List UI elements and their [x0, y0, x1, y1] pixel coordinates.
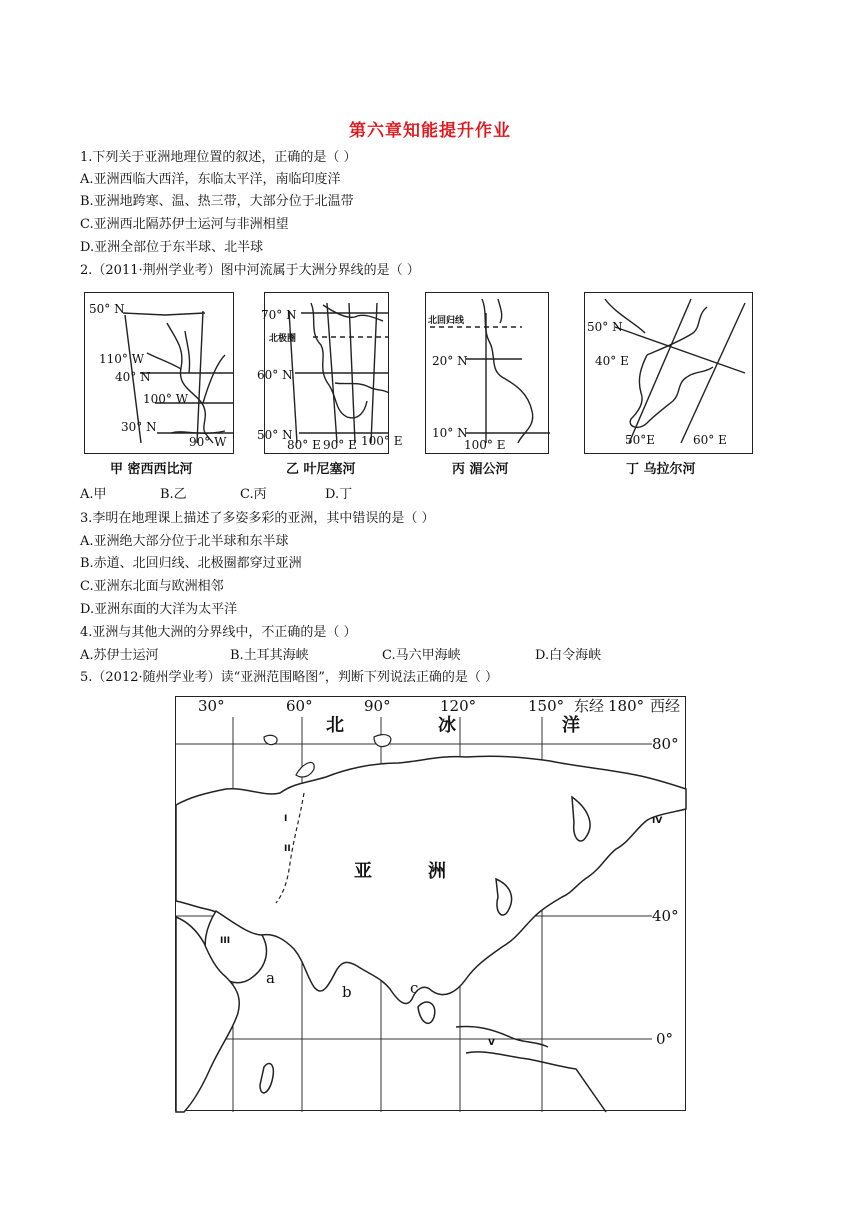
map-label-60: 60°: [286, 697, 313, 715]
q3-option-b: B.赤道、北回归线、北极圈都穿过亚洲: [80, 556, 302, 571]
q4-option-c: C.马六甲海峡: [382, 648, 461, 663]
label-40n: 40° N: [115, 370, 151, 384]
map-panel-mississippi: [84, 292, 234, 454]
ural-map-graphic: [585, 293, 754, 455]
label-50n: 50° N: [89, 302, 125, 316]
q4-option-a: A.苏伊士运河: [80, 648, 159, 663]
caption-mississippi: 甲 密西西比河: [110, 462, 193, 477]
map-continent-char-1: 亚: [354, 861, 372, 882]
label-100w: 100° W: [143, 392, 189, 406]
map-letter-a: a: [266, 969, 275, 987]
label-50n-c: 50° N: [587, 320, 623, 334]
map-label-30: 30°: [198, 697, 225, 715]
label-30n: 30° N: [121, 420, 157, 434]
asia-map-graphic: [176, 697, 687, 1112]
yenisei-map-graphic: [257, 293, 403, 455]
q3-option-a: A.亚洲绝大部分位于北半球和东半球: [80, 534, 289, 549]
q4-options: [80, 648, 601, 664]
mekong-map-graphic: [426, 293, 550, 455]
map-roman-2: II: [284, 844, 291, 854]
label-20n: 20° N: [432, 354, 468, 368]
map-ocean-char-1: 北: [326, 715, 344, 736]
map-roman-4: IV: [652, 816, 663, 826]
q2-option-b: B.乙: [160, 487, 187, 502]
label-50n-b: 50° N: [257, 428, 293, 442]
label-arctic-circle: 北极圈: [269, 334, 297, 344]
label-tropic-cancer: 北回归线: [428, 316, 465, 326]
label-90e: 90° E: [323, 438, 357, 452]
map-label-0: 0°: [656, 1030, 674, 1048]
label-90w: 90° W: [189, 435, 227, 449]
map-panel-yenisei: [257, 292, 403, 454]
q4-option-b: B.土耳其海峡: [230, 648, 309, 663]
q2-option-c: C.丙: [240, 487, 267, 502]
label-80e: 80° E: [287, 438, 321, 452]
q4-stem: 4.亚洲与其他大洲的分界线中，不正确的是（ ）: [80, 625, 357, 640]
q3-option-d: D.亚洲东面的大洋为太平洋: [80, 602, 238, 617]
q1-stem: 1.下列关于亚洲地理位置的叙述，正确的是（ ）: [80, 150, 357, 165]
map-label-120: 120°: [440, 697, 477, 715]
map-label-150: 150°: [528, 697, 565, 715]
map-panel-ural: [584, 292, 753, 454]
map-ocean-char-3: 洋: [562, 715, 580, 736]
caption-mekong: 丙 湄公河: [452, 462, 509, 477]
label-110w: 110° W: [99, 352, 145, 366]
q3-option-c: C.亚洲东北面与欧洲相邻: [80, 579, 224, 594]
map-label-90: 90°: [364, 697, 391, 715]
map-panel-mekong: [425, 292, 549, 454]
label-60n: 60° N: [257, 368, 293, 382]
q1-option-a: A.亚洲西临大西洋，东临太平洋，南临印度洋: [80, 172, 341, 187]
label-100e: 100° E: [361, 434, 403, 448]
label-50e: 50°E: [625, 433, 656, 447]
q2-option-a: A.甲: [80, 487, 107, 502]
map-label-east-longitude: 东经: [574, 697, 605, 715]
q1-option-d: D.亚洲全部位于东半球、北半球: [80, 240, 264, 255]
map-label-west-longitude: 西经: [650, 697, 681, 715]
map-roman-1: I: [284, 814, 288, 824]
q4-option-d: D.白令海峡: [535, 648, 602, 663]
map-label-180: 180°: [608, 697, 645, 715]
label-100e-b: 100° E: [464, 438, 506, 452]
label-60e: 60° E: [693, 433, 727, 447]
label-70n: 70° N: [261, 308, 297, 322]
q2-option-d: D.丁: [325, 487, 353, 502]
q3-stem: 3.李明在地理课上描述了多姿多彩的亚洲，其中错误的是（ ）: [80, 511, 435, 526]
asia-map: [175, 696, 686, 1111]
q1-option-c: C.亚洲西北隔苏伊士运河与非洲相望: [80, 217, 289, 232]
q1-option-b: B.亚洲地跨寒、温、热三带，大部分位于北温带: [80, 194, 354, 209]
map-letter-c: c: [410, 979, 419, 997]
page-title: 第六章知能提升作业: [349, 121, 511, 141]
q5-stem: 5.（2012·随州学业考）读“亚洲范围略图”，判断下列说法正确的是（ ）: [80, 670, 499, 685]
caption-ural: 丁 乌拉尔河: [626, 462, 696, 477]
map-label-40: 40°: [652, 907, 679, 925]
q2-options: [80, 487, 352, 503]
q2-stem: 2.（2011·荆州学业考）图中河流属于大洲分界线的是（ ）: [80, 263, 420, 278]
map-label-80: 80°: [652, 735, 679, 753]
map-letter-b: b: [342, 983, 352, 1001]
caption-yenisei: 乙 叶尼塞河: [286, 462, 356, 477]
label-10n: 10° N: [432, 426, 468, 440]
map-roman-5: V: [488, 1038, 495, 1048]
map-roman-3: III: [220, 936, 231, 946]
map-ocean-char-2: 冰: [438, 715, 456, 736]
mississippi-map-graphic: [85, 293, 235, 455]
label-40e: 40° E: [595, 354, 629, 368]
map-continent-char-2: 洲: [428, 861, 446, 882]
